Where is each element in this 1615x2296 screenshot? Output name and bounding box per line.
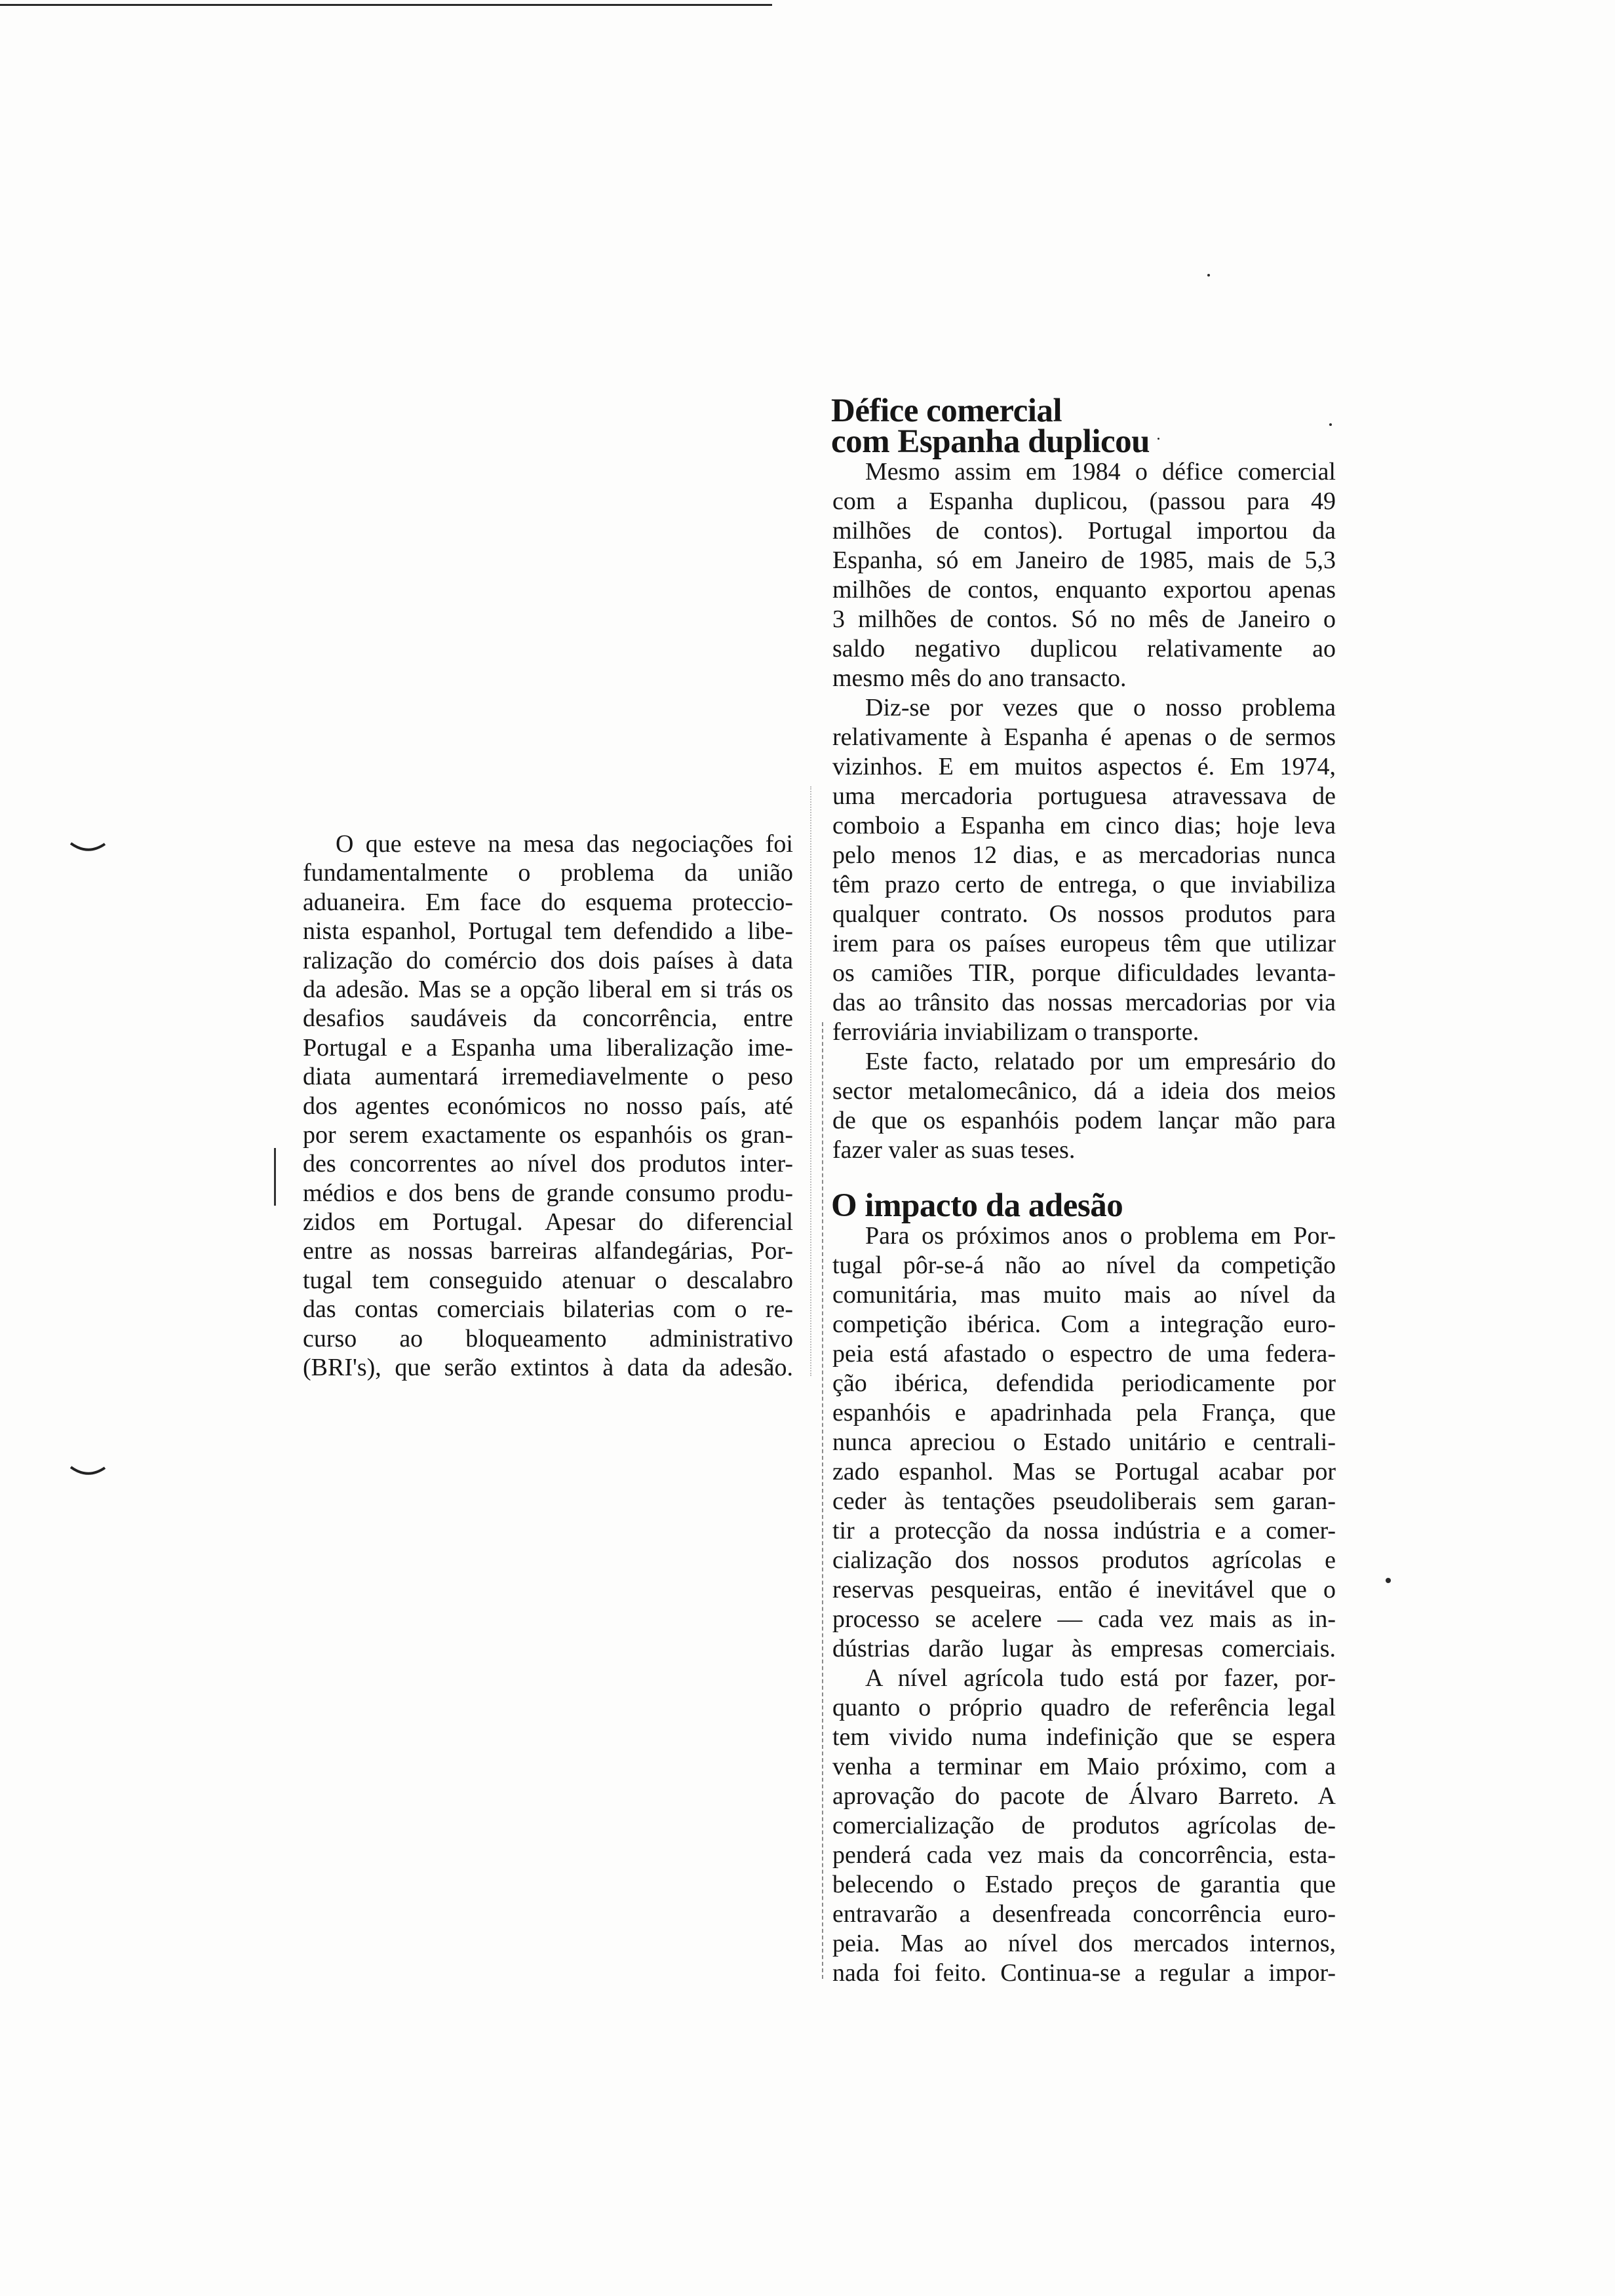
text-line: A nível agrícola tudo está por fazer, por- — [865, 1664, 1336, 1692]
text-line: Diz-se por vezes que o nosso problema — [865, 694, 1336, 721]
text-line: espanhóis e apadrinhada pela França, que — [832, 1399, 1336, 1426]
text-line: Portugal e a Espanha uma liberalização ime- — [303, 1033, 793, 1062]
text-line: aprovação do pacote de Álvaro Barreto. A — [832, 1782, 1336, 1810]
text-line: 3 milhões de contos. Só no mês de Janeiro o — [832, 605, 1336, 633]
text-line: aduaneira. Em face do esquema proteccio- — [303, 888, 793, 916]
text-line: comunitária, mas muito mais ao nível da — [832, 1281, 1336, 1309]
text-line: saldo negativo duplicou relativamente ao — [832, 635, 1336, 662]
punch-hole-mark — [68, 840, 107, 857]
text-line: tir a protecção da nossa indústria e a comer- — [832, 1517, 1336, 1544]
text-line: comercialização de produtos agrícolas de- — [832, 1812, 1336, 1839]
text-line: nunca apreciou o Estado unitário e centrali- — [832, 1428, 1336, 1456]
text-line: ferroviária inviabilizam o transporte. — [832, 1018, 1199, 1046]
text-line: das ao trânsito das nossas mercadorias por via — [832, 989, 1336, 1016]
text-line: ralização do comércio dos dois países à data — [303, 946, 793, 974]
text-line: reservas pesqueiras, então é inevitável que o — [832, 1576, 1336, 1603]
text-line: têm prazo certo de entrega, o que inviabiliza — [832, 871, 1336, 898]
paragraph — [303, 830, 793, 1382]
text-line: sector metalomecânico, dá a ideia dos meios — [832, 1077, 1336, 1105]
section-heading — [831, 392, 1336, 460]
text-line: com a Espanha duplicou, (passou para 49 — [832, 488, 1336, 515]
scan-speck — [1207, 274, 1210, 277]
text-line: de que os espanhóis podem lançar mão para — [832, 1107, 1336, 1134]
paragraph — [832, 457, 1336, 693]
text-line: competição ibérica. Com a integração euro- — [832, 1311, 1336, 1338]
text-line: peia. Mas ao nível dos mercados internos, — [832, 1930, 1336, 1957]
text-line: diata aumentará irremediavelmente o peso — [303, 1063, 793, 1091]
text-line: zidos em Portugal. Apesar do diferencial — [303, 1208, 793, 1236]
section-heading — [831, 1187, 1336, 1224]
text-line: Mesmo assim em 1984 o défice comercial — [865, 458, 1336, 486]
text-line: peia está afastado o espectro de uma federa- — [832, 1340, 1336, 1368]
text-line: Este facto, relatado por um empresário do — [865, 1048, 1336, 1075]
text-line: Para os próximos anos o problema em Por- — [865, 1222, 1336, 1250]
text-line: os camiões TIR, porque dificuldades levanta- — [832, 959, 1336, 987]
text-line: cialização dos nossos produtos agrícolas e — [832, 1546, 1336, 1574]
heading-line: O impacto da adesão — [831, 1187, 1123, 1224]
text-line: tugal tem conseguido atenuar o descalabro — [303, 1266, 793, 1294]
text-line: milhões de contos). Portugal importou da — [832, 517, 1336, 545]
text-line: des concorrentes ao nível dos produtos inter- — [303, 1150, 793, 1178]
text-line: penderá cada vez mais da concorrência, esta- — [832, 1841, 1336, 1869]
heading-line: com Espanha duplicou — [831, 423, 1150, 460]
text-line: tugal pôr-se-á não ao nível da competição — [832, 1252, 1336, 1279]
paragraph — [832, 1047, 1336, 1165]
text-line: tem vivido numa indefinição que se espera — [832, 1723, 1336, 1751]
text-line: ceder às tentações pseudoliberais sem garan- — [832, 1487, 1336, 1515]
text-line: qualquer contrato. Os nossos produtos para — [832, 900, 1336, 928]
text-line: O que esteve na mesa das negociações foi — [336, 830, 793, 858]
text-line: da adesão. Mas se a opção liberal em si trás os — [303, 975, 793, 1003]
text-line: mesmo mês do ano transacto. — [832, 664, 1127, 692]
text-line: processo se acelere — cada vez mais as in- — [832, 1605, 1336, 1633]
column-rule — [810, 786, 811, 1376]
text-line: das contas comerciais bilaterias com o re- — [303, 1295, 793, 1324]
text-line: zado espanhol. Mas se Portugal acabar por — [832, 1458, 1336, 1485]
text-line: fazer valer as suas teses. — [832, 1136, 1076, 1164]
heading-line: Défice comercial — [831, 392, 1062, 429]
text-line: pelo menos 12 dias, e as mercadorias nunca — [832, 841, 1336, 869]
text-line: ção ibérica, defendida periodicamente por — [832, 1369, 1336, 1397]
text-line: Espanha, só em Janeiro de 1985, mais de 5,3 — [832, 546, 1336, 574]
text-line: vizinhos. E em muitos aspectos é. Em 1974, — [832, 753, 1336, 780]
scan-speck — [1386, 1578, 1391, 1583]
paragraph — [832, 693, 1336, 1047]
text-line: (BRI's), que serão extintos à data da adesão. — [303, 1354, 793, 1382]
text-line: venha a terminar em Maio próximo, com a — [832, 1753, 1336, 1780]
paragraph — [832, 1664, 1336, 1988]
text-line: irem para os países europeus têm que utilizar — [832, 930, 1336, 957]
text-line: belecendo o Estado preços de garantia que — [832, 1871, 1336, 1898]
text-line: dos agentes económicos no nosso país, até — [303, 1092, 793, 1120]
text-line: nada foi feito. Continua-se a regular a impor- — [832, 1959, 1336, 1987]
left-column — [303, 830, 793, 1382]
text-line: entre as nossas barreiras alfandegárias, Por- — [303, 1237, 793, 1265]
text-line: dústrias darão lugar às empresas comerciais. — [832, 1635, 1336, 1662]
margin-mark — [274, 1148, 276, 1206]
text-line: curso ao bloqueamento administrativo — [303, 1324, 793, 1352]
text-line: nista espanhol, Portugal tem defendido a libe- — [303, 917, 793, 946]
text-line: desafios saudáveis da concorrência, entre — [303, 1004, 793, 1033]
text-line: médios e dos bens de grande consumo produ- — [303, 1179, 793, 1207]
text-line: milhões de contos, enquanto exportou apenas — [832, 576, 1336, 603]
punch-hole-mark — [68, 1464, 107, 1481]
text-line: relativamente à Espanha é apenas o de sermos — [832, 723, 1336, 751]
text-line: fundamentalmente o problema da união — [303, 859, 793, 887]
column-rule — [822, 1022, 823, 1979]
text-line: entravarão a desenfreada concorrência euro- — [832, 1900, 1336, 1928]
top-rule — [0, 4, 772, 6]
right-column — [831, 392, 1336, 1988]
text-line: uma mercadoria portuguesa atravessava de — [832, 782, 1336, 810]
text-line: por serem exactamente os espanhóis os gran- — [303, 1120, 793, 1149]
text-line: comboio a Espanha em cinco dias; hoje leva — [832, 812, 1336, 839]
text-line: quanto o próprio quadro de referência legal — [832, 1694, 1336, 1721]
paragraph — [832, 1221, 1336, 1664]
